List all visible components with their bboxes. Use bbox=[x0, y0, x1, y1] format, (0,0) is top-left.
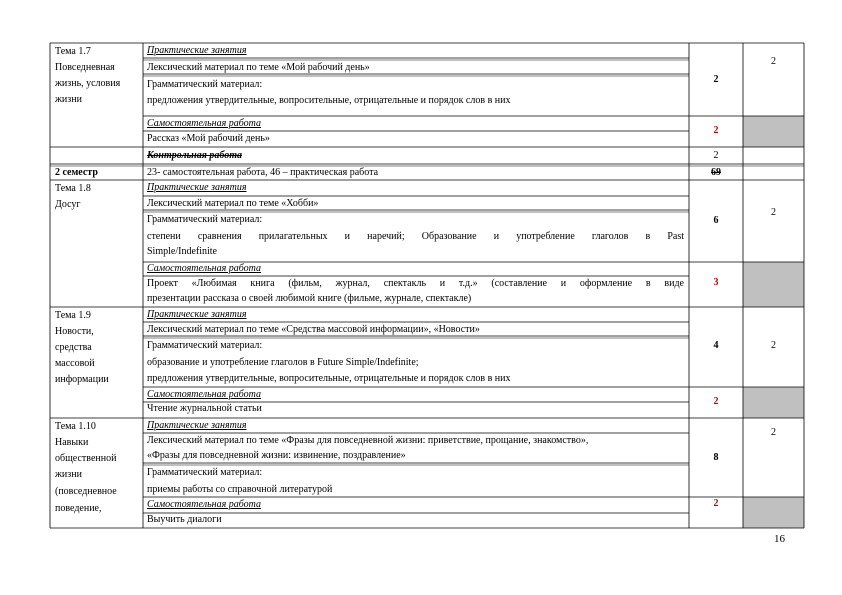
practical-heading: Практические занятия bbox=[147, 420, 247, 431]
grammar-heading: Грамматический материал: bbox=[147, 340, 263, 351]
topic-title: Навыки bbox=[55, 437, 89, 448]
self-work-text: презентации рассказа о своей любимой книге (фильме, журнале, спектакле) bbox=[147, 293, 472, 304]
shaded-cell bbox=[743, 262, 804, 307]
semester-summary: 23- самостоятельная работа, 46 – практическая работа bbox=[147, 167, 379, 178]
grammar-text: приемы работы со справочной литературой bbox=[147, 484, 333, 495]
practical-heading: Практические занятия bbox=[147, 45, 247, 56]
topic-title: массовой bbox=[55, 358, 95, 369]
topic-title: Новости, bbox=[55, 326, 94, 337]
lexical-material: «Фразы для повседневной жизни: извинение, поздравление» bbox=[147, 450, 406, 461]
practical-heading: Практические занятия bbox=[147, 182, 247, 193]
lexical-material: Лексический материал по теме «Средства массовой информации», «Новости» bbox=[147, 324, 480, 335]
topic-title: информации bbox=[55, 374, 109, 385]
topic-title: поведение, bbox=[55, 503, 102, 514]
level-value: 2 bbox=[771, 340, 776, 351]
topic-title: (повседневное bbox=[55, 486, 117, 497]
hours-value: 8 bbox=[713, 452, 719, 463]
self-work-text: Выучить диалоги bbox=[147, 514, 222, 525]
topic-title: Тема 1.8 bbox=[55, 183, 91, 194]
self-work-hours: 2 bbox=[713, 125, 719, 136]
topic-title: Повседневная bbox=[55, 62, 115, 73]
topic-title: общественной bbox=[55, 453, 117, 464]
grammar-text: степени сравнения прилагательных и наречий; Образование и употребление глаголов в Past bbox=[147, 231, 684, 242]
grammar-text: образование и употребление глаголов в Future Simple/Indefinite; bbox=[147, 357, 419, 368]
grammar-heading: Грамматический материал: bbox=[147, 79, 263, 90]
lexical-material: Лексический материал по теме «Мой рабочий день» bbox=[147, 62, 370, 73]
self-work-text: Рассказ «Мой рабочий день» bbox=[147, 133, 270, 144]
practical-heading: Практические занятия bbox=[147, 309, 247, 320]
level-value: 2 bbox=[771, 56, 776, 67]
self-work-hours: 2 bbox=[713, 396, 719, 407]
page-number: 16 bbox=[774, 533, 785, 545]
topic-title: Досуг bbox=[55, 199, 81, 210]
shaded-cell bbox=[743, 497, 804, 528]
level-value: 2 bbox=[771, 427, 776, 438]
self-work-heading: Самостоятельная работа bbox=[147, 118, 261, 129]
self-work-text: Проект «Любимая книга (фильм, журнал, спектакль и т.д.» (составление и оформление в виде bbox=[147, 278, 684, 289]
lexical-material: Лексический материал по теме «Фразы для повседневной жизни: приветствие, прощание, знакомство», bbox=[147, 435, 589, 446]
topic-title: Тема 1.9 bbox=[55, 310, 91, 321]
self-work-hours: 3 bbox=[713, 277, 719, 288]
grammar-heading: Грамматический материал: bbox=[147, 214, 263, 225]
hours-value: 6 bbox=[713, 215, 719, 226]
grammar-text: предложения утвердительные, вопросительные, отрицательные и порядок слов в них bbox=[147, 95, 511, 106]
control-work-hours: 2 bbox=[713, 150, 719, 161]
control-work-label: Контрольная работа bbox=[147, 150, 243, 161]
grammar-text: Simple/Indefinite bbox=[147, 246, 217, 257]
grammar-heading: Грамматический материал: bbox=[147, 467, 263, 478]
level-value: 2 bbox=[771, 207, 776, 218]
self-work-heading: Самостоятельная работа bbox=[147, 499, 261, 510]
hours-value: 2 bbox=[713, 74, 719, 85]
topic-title: Тема 1.7 bbox=[55, 46, 91, 57]
grammar-text: предложения утвердительные, вопросительные, отрицательные и порядок слов в них bbox=[147, 373, 511, 384]
shaded-cell bbox=[743, 116, 804, 147]
self-work-heading: Самостоятельная работа bbox=[147, 263, 261, 274]
topic-title: Тема 1.10 bbox=[55, 421, 96, 432]
self-work-hours: 2 bbox=[713, 498, 719, 509]
topic-title: жизнь, условия bbox=[55, 78, 121, 89]
topic-title: жизни bbox=[55, 94, 82, 105]
semester-label: 2 семестр bbox=[55, 167, 98, 178]
semester-hours: 69 bbox=[711, 167, 721, 178]
self-work-heading: Самостоятельная работа bbox=[147, 389, 261, 400]
shaded-cell bbox=[743, 387, 804, 418]
lexical-material: Лексический материал по теме «Хобби» bbox=[147, 198, 319, 209]
topic-title: жизни bbox=[55, 469, 82, 480]
self-work-text: Чтение журнальной статьи bbox=[147, 403, 262, 414]
topic-title: средства bbox=[55, 342, 92, 353]
hours-value: 4 bbox=[713, 340, 719, 351]
